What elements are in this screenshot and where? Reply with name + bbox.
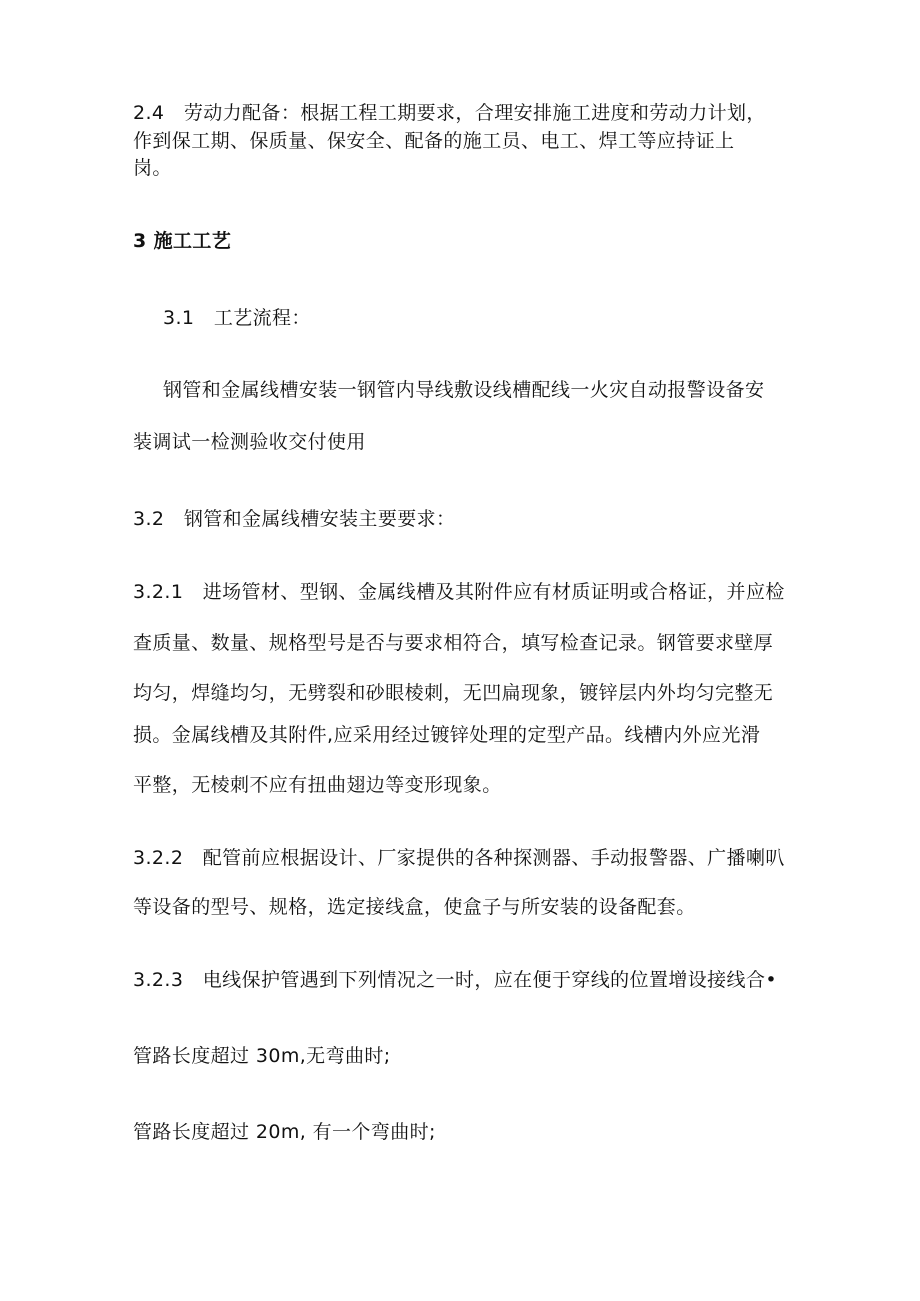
paragraph-3-2-2-line-2: 等设备的型号、规格，选定接线盒，使盒子与所安装的设备配套。 [133, 896, 696, 918]
paragraph-3-2-1-line-5: 平整，无棱刺不应有扭曲翅边等变形现象。 [133, 774, 502, 796]
paragraph-3-2-1-line-3: 均匀，焊缝均匀，无劈裂和砂眼棱刺，无凹扁现象，镀锌层内外均匀完整无 [133, 682, 774, 704]
paragraph-3-2-1-line-1: 3.2.1 进场管材、型钢、金属线槽及其附件应有材质证明或合格证，并应检 [133, 581, 785, 603]
subsection-3-1: 3.1 工艺流程： [163, 307, 311, 329]
paragraph-2-4-line-2: 作到保工期、保质量、保安全、配备的施工员、电工、焊工等应持证上 [133, 130, 735, 152]
paragraph-3-2-1-line-4: 损。金属线槽及其附件,应采用经过镀锌处理的定型产品。线槽内外应光滑 [133, 724, 761, 746]
list-item-1: 管路长度超过 30m,无弯曲时; [133, 1045, 391, 1067]
process-flow-line-1: 钢管和金属线槽安装一钢管内导线敷设线槽配线一火灾自动报警设备安 [163, 379, 765, 401]
paragraph-2-4-line-1: 2.4 劳动力配备：根据工程工期要求，合理安排施工进度和劳动力计划， [133, 102, 766, 124]
paragraph-2-4-line-3: 岗。 [133, 157, 172, 179]
paragraph-3-2-1-line-2: 查质量、数量、规格型号是否与要求相符合，填写检查记录。钢管要求壁厚 [133, 632, 774, 654]
list-item-2: 管路长度超过 20m, 有一个弯曲时; [133, 1121, 436, 1143]
paragraph-3-2-3: 3.2.3 电线保护管遇到下列情况之一时，应在便于穿线的位置增设接线合• [133, 969, 777, 991]
subsection-3-2: 3.2 钢管和金属线槽安装主要要求： [133, 508, 456, 530]
process-flow-line-2: 装调试一检测验收交付使用 [133, 431, 366, 453]
paragraph-3-2-2-line-1: 3.2.2 配管前应根据设计、厂家提供的各种探测器、手动报警器、广播喇叭 [133, 847, 785, 869]
section-heading-3: 3 施工工艺 [133, 230, 232, 252]
